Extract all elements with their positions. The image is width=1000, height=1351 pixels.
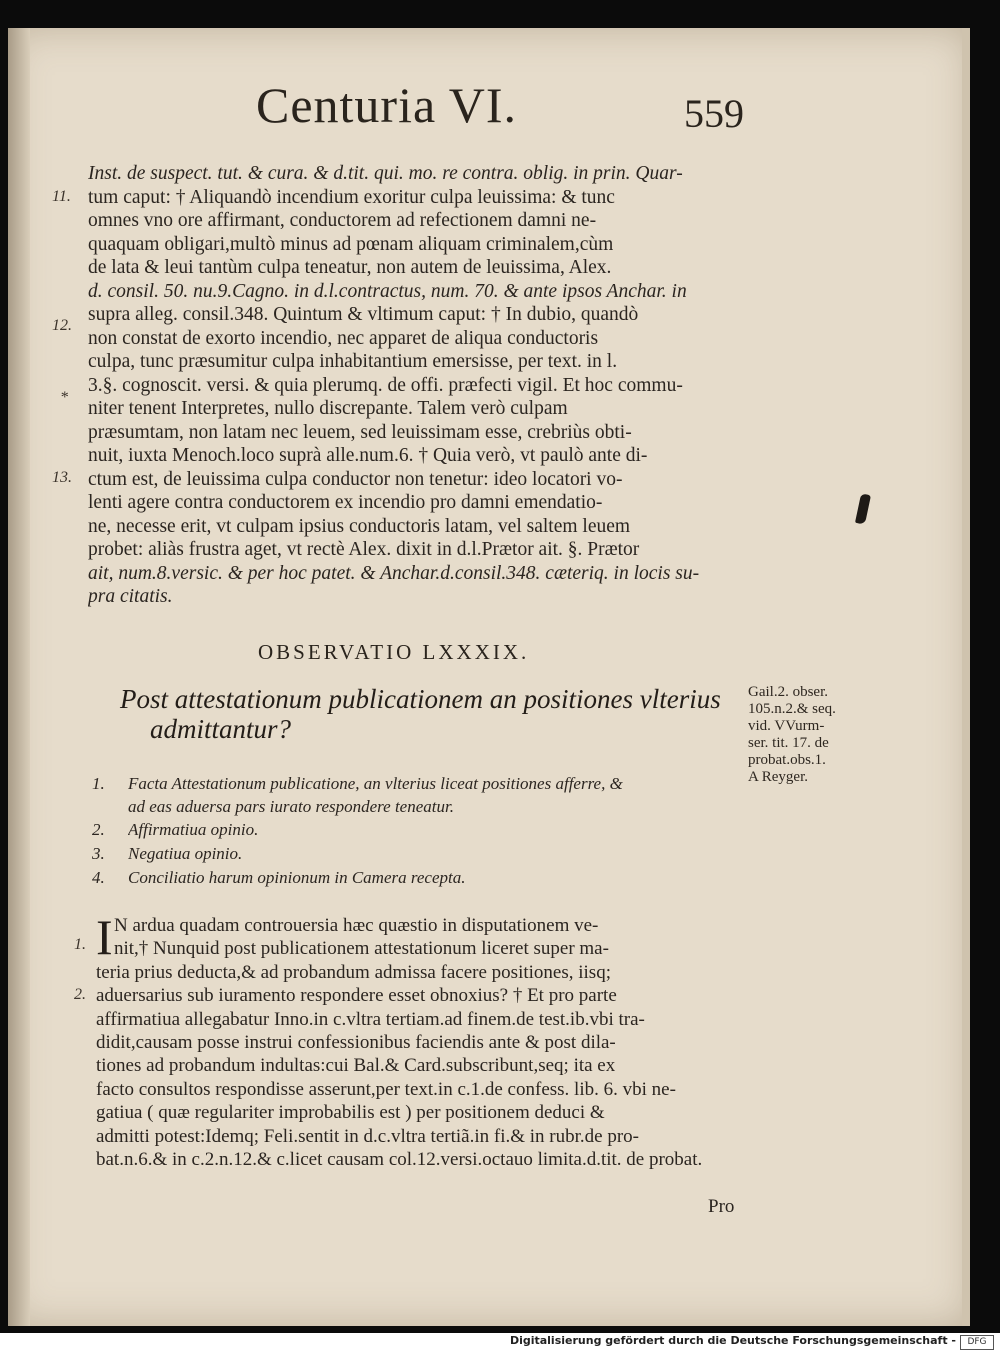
page-edge (962, 28, 970, 1326)
text-line: ctum est, de leuissima culpa conductor non tenetur: ideo locatori vo- (88, 468, 623, 490)
text-line: bat.n.6.& in c.2.n.12.& c.licet causam col.12.versi.octauo limita.d.tit. de probat. (96, 1148, 703, 1170)
side-reference-line: probat.obs.1. (748, 752, 826, 768)
margin-number: 12. (52, 317, 72, 334)
side-reference (748, 684, 858, 786)
text-line: 3.§. cognoscit. versi. & quia plerumq. de offi. præfecti vigil. Et hoc commu- (88, 374, 683, 396)
summary-text: Conciliatio harum opinionum in Camera recepta. (128, 868, 466, 887)
side-reference-line: 105.n.2.& seq. (748, 701, 836, 717)
text-line: Inst. de suspect. tut. & cura. & d.tit. qui. mo. re contra. oblig. in prin. Quar- (88, 163, 683, 184)
summary-number: 2. (92, 820, 105, 839)
margin-asterisk: * (60, 389, 68, 406)
summary-item (92, 772, 752, 796)
text-line: niter tenent Interpretes, nullo discrepante. Talem verò culpam (88, 398, 568, 419)
summary-item (92, 866, 752, 890)
page-gutter (8, 28, 30, 1326)
text-line: lenti agere contra conductorem ex incendio pro damni emendatio- (88, 492, 603, 513)
running-title: Centuria VI. (256, 77, 518, 133)
side-reference-line: Gail.2. obser. (748, 684, 828, 700)
observation-heading: OBSERVATIO LXXXIX. (258, 640, 530, 664)
text-line: gatiua ( quæ regulariter improbabilis est ) per positionem deduci & (96, 1102, 605, 1124)
text-line: probet: aliàs frustra aget, vt rectè Alex. dixit in d.l.Prætor ait. §. Prætor (88, 539, 640, 560)
text-line: tiones ad probandum indultas:cui Bal.& Card.subscribunt,seq; ita ex (96, 1055, 616, 1077)
text-line: N ardua quadam controuersia hæc quæstio in disputationem ve- (114, 915, 599, 936)
summary-number: 3. (92, 844, 105, 863)
text-line: d. consil. 50. nu.9.Cagno. in d.l.contractus, num. 70. & ante ipsos Anchar. in (88, 280, 687, 302)
question-line: admittantur? (150, 714, 292, 744)
text-line: non constat de exorto incendio, nec apparet de aliqua conductoris (88, 327, 599, 349)
side-reference-line: A Reyger. (748, 769, 808, 785)
text-line: omnes vno ore affirmant, conductorem ad refectionem damni ne- (88, 210, 597, 231)
text-line: facto consultos respondisse asserunt,per text.in c.1.de confess. lib. 6. vbi ne- (96, 1078, 676, 1100)
margin-number: 2. (74, 986, 86, 1003)
text-line: nit,† Nunquid post publicationem attestationum liceret super ma- (114, 938, 609, 960)
continued-text (88, 162, 748, 609)
text-line: culpa, tunc præsumitur culpa inhabitantium emersisse, per text. in l. (88, 351, 618, 372)
summary-item (92, 842, 752, 866)
dfg-logo: DFG (960, 1335, 994, 1350)
text-line: quaquam obligari,multò minus ad pœnam aliquam criminalem,cùm (88, 233, 614, 255)
margin-number: 11. (52, 188, 71, 205)
summary-text: Negatiua opinio. (128, 844, 243, 863)
text-line: affirmatiua allegabatur Inno.in c.vltra tertiam.ad finem.de test.ib.vbi tra- (96, 1008, 645, 1030)
observation-body (96, 909, 752, 1171)
summary-list (92, 772, 752, 890)
margin-number: 13. (52, 469, 72, 486)
text-line: aduersarius sub iuramento respondere esset obnoxius? † Et pro parte (96, 985, 617, 1007)
side-reference-line: ser. tit. 17. de (748, 735, 829, 751)
text-line: supra alleg. consil.348. Quintum & vltimum caput: † In dubio, quandò (88, 304, 639, 325)
side-reference-line: vid. VVurm- (748, 718, 825, 734)
text-line: nuit, iuxta Menoch.loco suprà alle.num.6. † Quia verò, vt paulò ante di- (88, 445, 648, 466)
catchword: Pro (708, 1196, 735, 1217)
question-line: Post attestationum publicationem an positiones vlterius (120, 684, 721, 714)
drop-cap: I (96, 909, 113, 965)
text-line: admitti potest:Idemq; Feli.sentit in d.c.vltra tertiã.in fi.& in rubr.de pro- (96, 1125, 639, 1147)
summary-text: Facta Attestationum publicatione, an vlterius liceat positiones afferre, & (128, 774, 623, 793)
text-line: ne, necesse erit, vt culpam ipsius conductoris latam, vel saltem leuem (88, 515, 631, 537)
text-line: præsumtam, non latam nec leuem, sed leuissimam esse, crebriùs obti- (88, 421, 632, 443)
summary-continuation: ad eas aduersa pars iurato respondere teneatur. (128, 797, 454, 816)
observation-question (120, 684, 760, 744)
text-line: de lata & leui tantùm culpa teneatur, non autem de leuissima, Alex. (88, 257, 612, 278)
text-line: pra citatis. (88, 586, 173, 607)
book-page (8, 28, 970, 1326)
text-line: didit,causam posse instrui confessionibus faciendis ante & post dila- (96, 1031, 616, 1053)
text-line: teria prius deducta,& ad probandum admissa facere positiones, iisq; (96, 961, 611, 983)
page-number: 559 (684, 91, 744, 136)
text-line: ait, num.8.versic. & per hoc patet. & Anchar.d.consil.348. cæteriq. in locis su- (88, 562, 700, 584)
margin-number: 1. (74, 936, 86, 953)
summary-number: 4. (92, 868, 105, 887)
summary-text: Affirmatiua opinio. (128, 820, 259, 839)
text-line: tum caput: † Aliquandò incendium exoritur culpa leuissima: & tunc (88, 186, 615, 208)
funding-credit: Digitalisierung gefördert durch die Deutsche Forschungsgemeinschaft - (509, 1334, 956, 1347)
ink-blot (855, 493, 871, 524)
summary-item (92, 818, 752, 842)
summary-number: 1. (92, 774, 105, 793)
